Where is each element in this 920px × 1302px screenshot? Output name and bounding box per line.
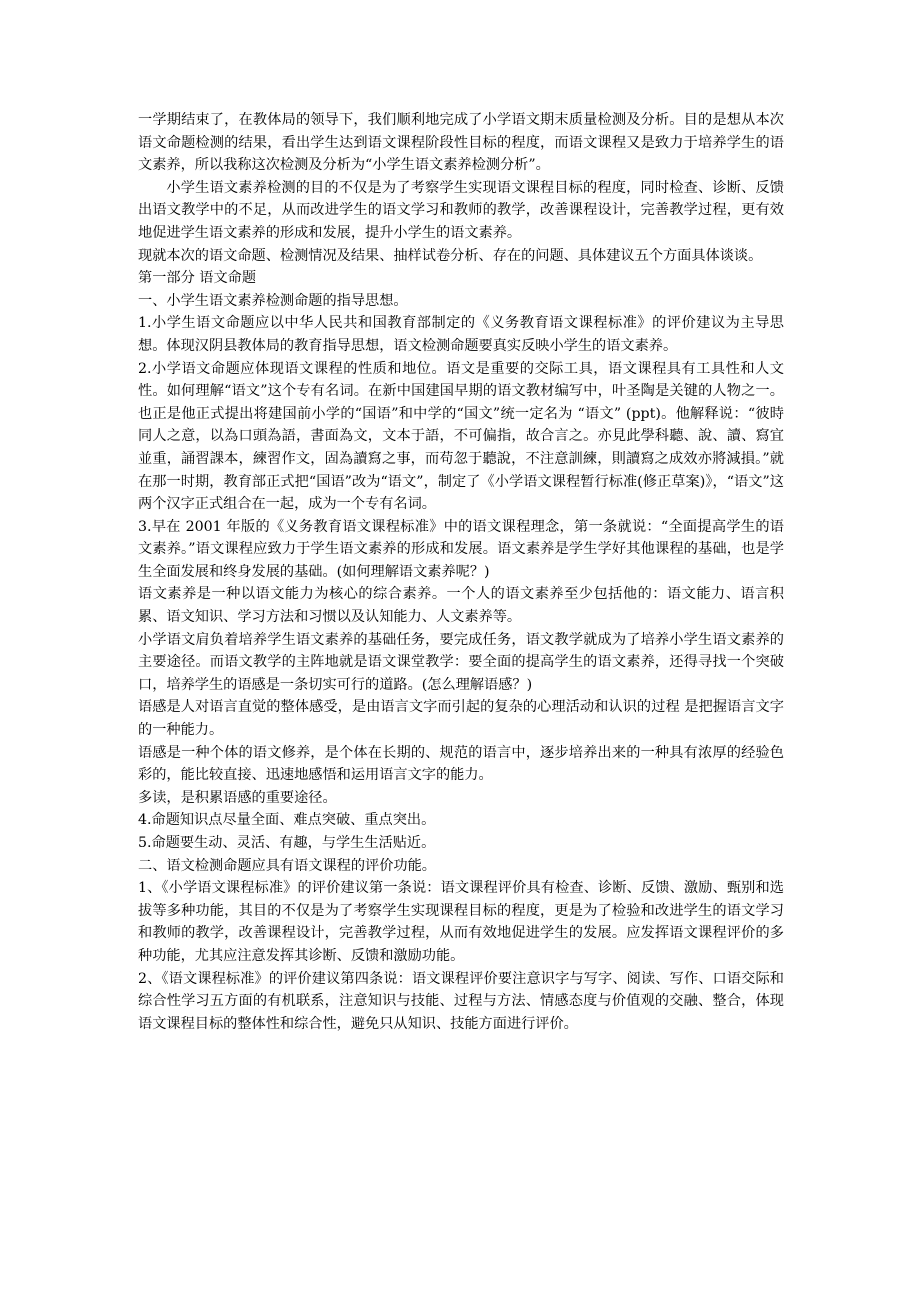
evaluation-rule-4-paragraph: 2、《语文课程标准》的评价建议第四条说：语文课程评价要注意识字与写字、阅读、写作、口语交际和综合性学习五方面的有机联系，注意知识与技能、过程与方法、情感态度与价值观的交融、整合，体现语文课程目标的整体性和综合性，避免只从知识、技能方面进行评价。	[138, 970, 784, 1032]
literacy-task-paragraph: 小学语文肩负着培养学生语文素养的基础任务，要完成任务，语文教学就成为了培养小学生语文素养的主要途径。而语文教学的主阵地就是语文课堂教学：要全面的提高学生的语文素养，还得寻找一个突破口，培养学生的语感是一条切实可行的道路。(怎么理解语感？)	[138, 631, 784, 693]
overview-paragraph: 现就本次的语文命题、检测情况及结果、抽样试卷分析、存在的问题、具体建议五个方面具体谈谈。	[138, 247, 763, 264]
point-3-paragraph: 3.早在 2001 年版的《义务教育语文课程标准》中的语文课程理念，第一条就说：“全面提高学生的语文素养。”语文课程应致力于学生语文素养的形成和发展。语文素养是学生学好其他课程的基础，也是学生全面发展和终身发展的基础。(如何理解语文素养呢？)	[138, 518, 784, 580]
section-two-heading: 二、语文检测命题应具有语文课程的评价功能。	[138, 857, 436, 874]
document-page	[138, 109, 784, 1035]
point-2-paragraph: 2.小学语文命题应体现语文课程的性质和地位。语文是重要的交际工具，语文课程具有工具性和人文性。如何理解“语文”这个专有名词。在新中国建国早期的语文教材编写中，叶圣陶是关键的人物之一。也正是他正式提出将建国前小学的“国语”和中学的“国文”统一定名为 “语文” (ppt)。他解释说：“彼時同人之意，以為口頭為語，書面為文，文本于語，不可偏指，故合言之。亦見此學科聽、說、讀、寫宜並重，誦習課本，練習作文，固為讀寫之事，而苟忽于聽說，不注意訓練，則讀寫之成效亦將減損。”就在那一时期，教育部正式把“国语”改为“语文”，制定了《小学语文课程暂行标准(修正草案)》，“语文”这两个汉字正式组合在一起，成为一个专有名词。	[138, 360, 784, 513]
point-4-paragraph: 4.命题知识点尽量全面、难点突破、重点突出。	[138, 812, 436, 829]
language-sense-cultivation-paragraph: 语感是一种个体的语文修养，是个体在长期的、规范的语言中，逐步培养出来的一种具有浓厚的经验色彩的，能比较直接、迅速地感悟和运用语言文字的能力。	[138, 744, 784, 784]
evaluation-rule-1-paragraph: 1、《小学语文课程标准》的评价建议第一条说：语文课程评价具有检查、诊断、反馈、激励、甄别和选拔等多种功能，其目的不仅是为了考察学生实现课程目标的程度，更是为了检验和改进学生的语文学习和教师的教学，改善课程设计，完善教学过程，从而有效地促进学生的发展。应发挥语文课程评价的多种功能，尤其应注意发挥其诊断、反馈和激励功能。	[138, 880, 784, 964]
section-one-heading: 一、小学生语文素养检测命题的指导思想。	[138, 292, 408, 309]
language-sense-paragraph: 语感是人对语言直觉的整体感受，是由语言文字而引起的复杂的心理活动和认识的过程 是把握语言文字的一种能力。	[138, 699, 784, 739]
reading-paragraph: 多读，是积累语感的重要途径。	[138, 789, 337, 806]
point-5-paragraph: 5.命题要生动、灵活、有趣，与学生生活贴近。	[138, 835, 436, 851]
purpose-paragraph: 小学生语文素养检测的目的不仅是为了考察学生实现语文课程目标的程度，同时检查、诊断、反馈出语文教学中的不足，从而改进学生的语文学习和教师的教学，改善课程设计，完善教学过程，更有效地促进学生语文素养的形成和发展，提升小学生的语文素养。	[138, 179, 784, 241]
intro-paragraph: 一学期结束了，在教体局的领导下，我们顺利地完成了小学语文期末质量检测及分析。目的是想从本次语文命题检测的结果，看出学生达到语文课程阶段性目标的程度，而语文课程又是致力于培养学生的语文素养，所以我称这次检测及分析为“小学生语文素养检测分析”。	[138, 112, 784, 174]
part-one-heading: 第一部分 语文命题	[138, 270, 257, 287]
literacy-definition-paragraph: 语文素养是一种以语文能力为核心的综合素养。一个人的语文素养至少包括他的：语文能力、语言积累、语文知识、学习方法和习惯以及认知能力、人文素养等。	[138, 586, 784, 626]
point-1-paragraph: 1.小学生语文命题应以中华人民共和国教育部制定的《义务教育语文课程标准》的评价建议为主导思想。体现汉阴县教体局的教育指导思想，语文检测命题要真实反映小学生的语文素养。	[138, 315, 784, 354]
